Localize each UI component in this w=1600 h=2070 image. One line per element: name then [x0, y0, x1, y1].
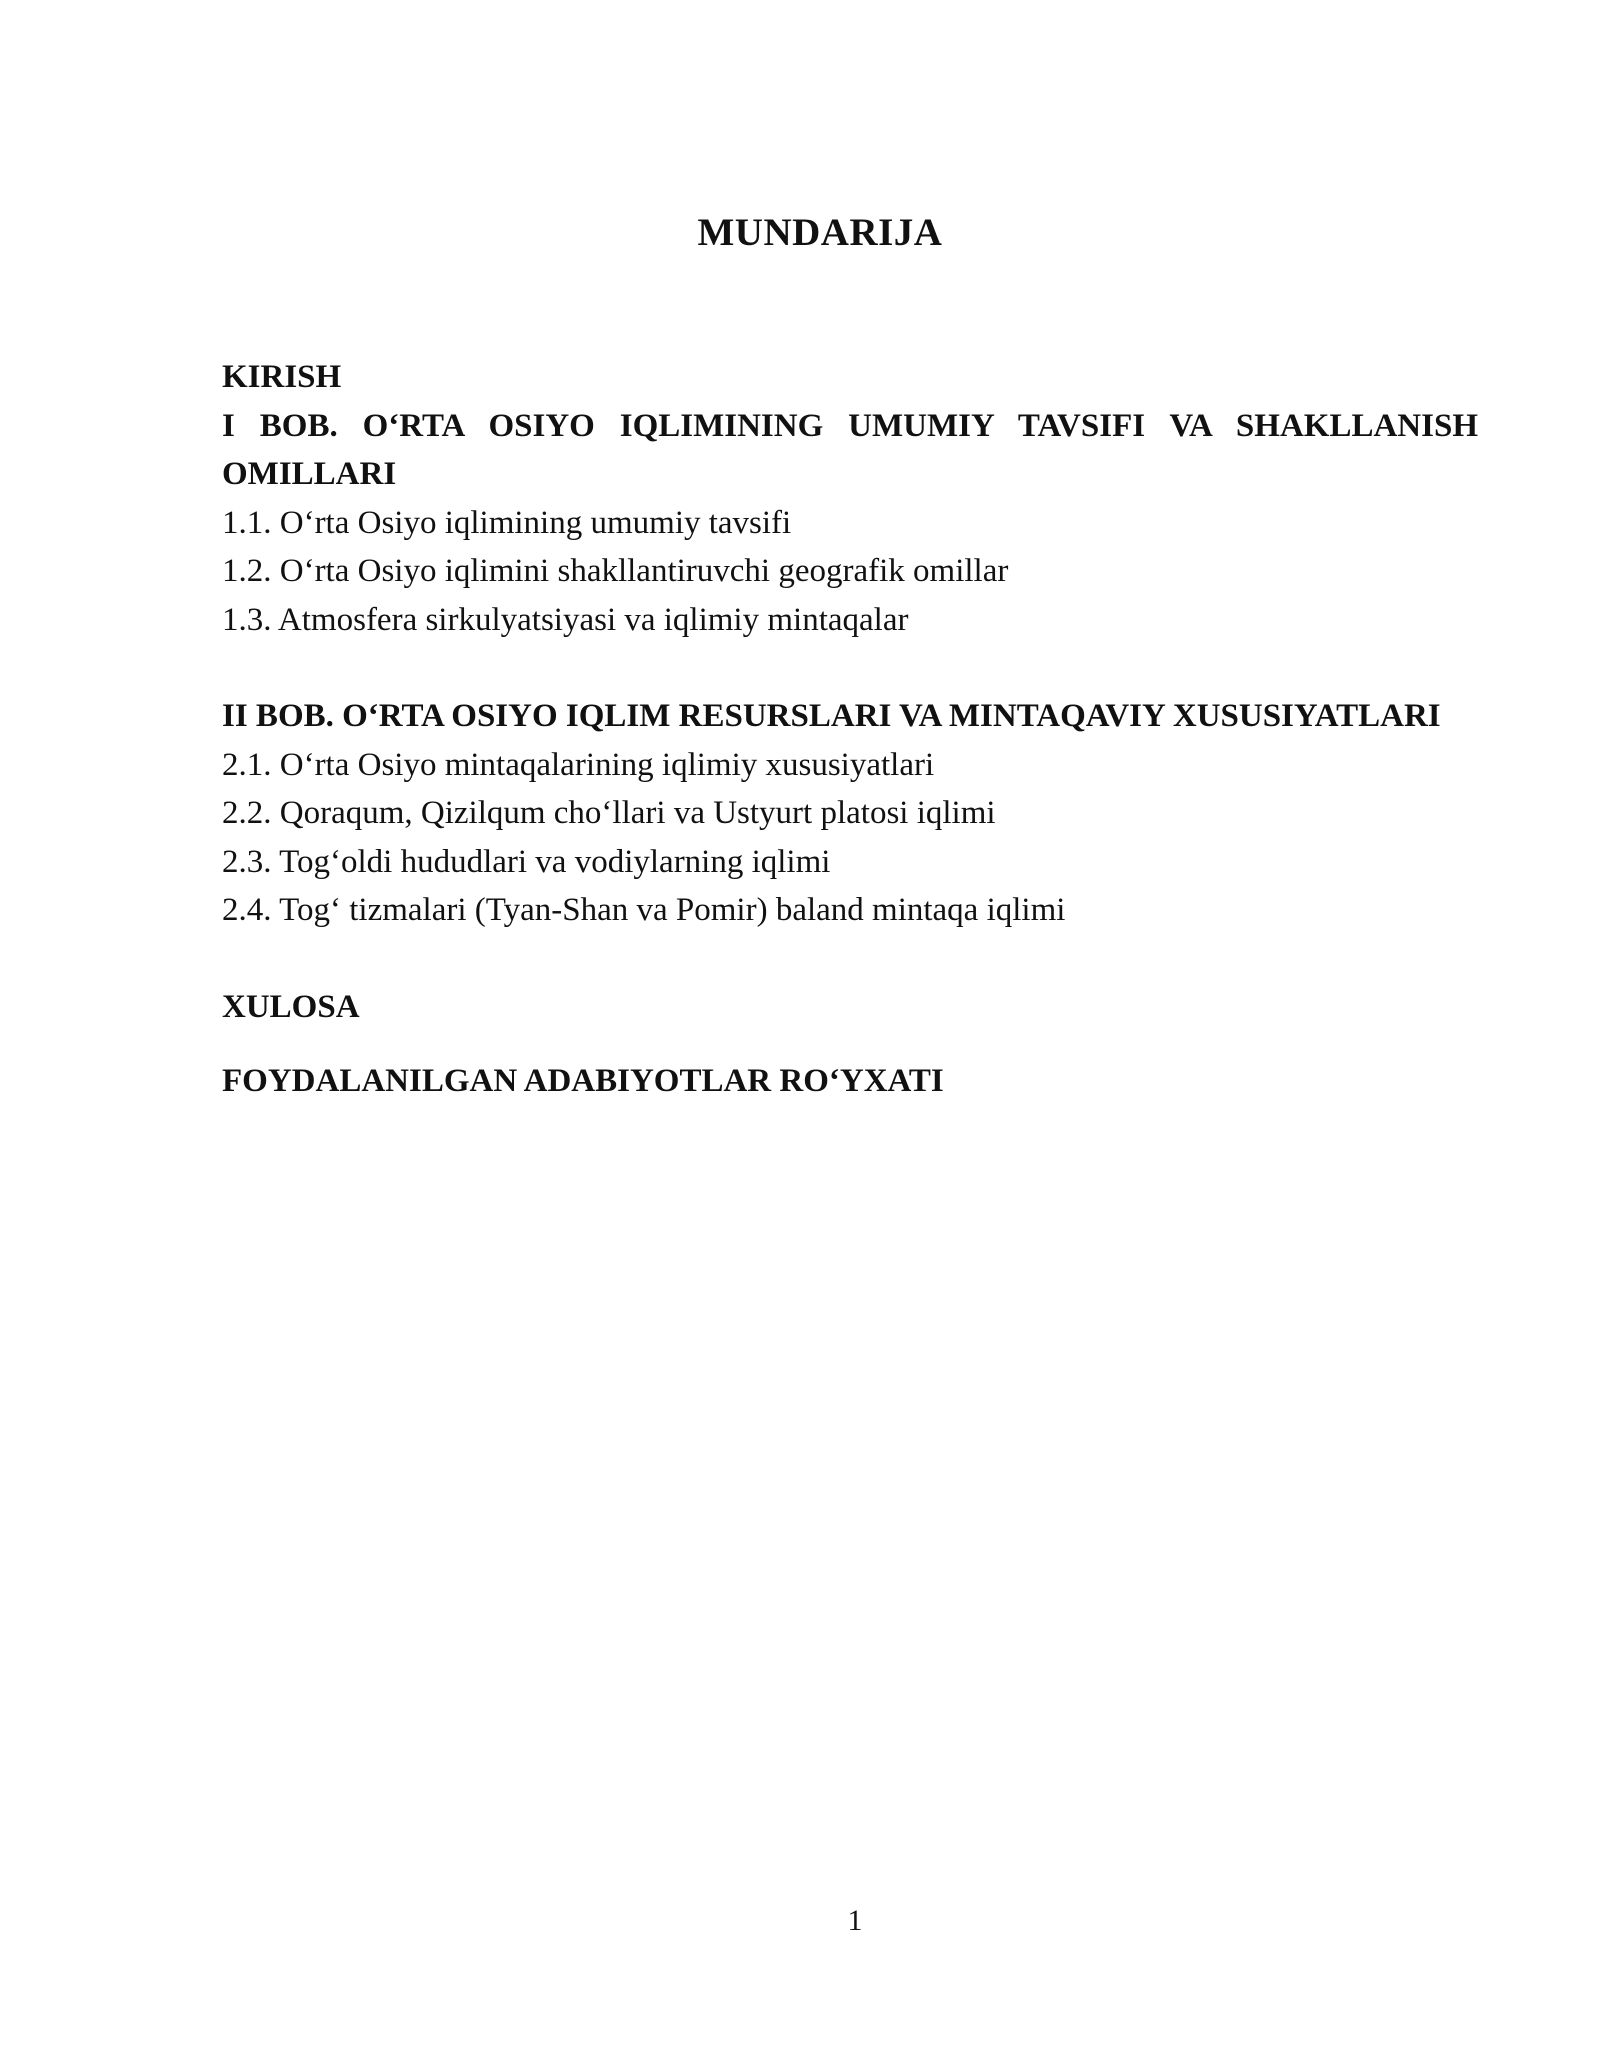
page-number: 1: [847, 1904, 863, 1937]
toc-item-2-2: 2.2. Qoraqum, Qizilqum cho‘llari va Ustyurt platosi iqlimi: [222, 795, 996, 831]
table-of-contents: [222, 353, 1478, 1106]
toc-item-2-1: 2.1. O‘rta Osiyo mintaqalarining iqlimiy xususiyatlari: [222, 746, 935, 783]
toc-introduction: KIRISH: [222, 359, 342, 395]
toc-item-2-3: 2.3. Tog‘oldi hududlari va vodiylarning iqlimi: [222, 843, 831, 880]
toc-conclusion: XULOSA: [222, 988, 360, 1025]
toc-item-1-3: 1.3. Atmosfera sirkulyatsiyasi va iqlimiy mintaqalar: [222, 601, 909, 638]
toc-item-1-1: 1.1. O‘rta Osiyo iqlimining umumiy tavsifi: [222, 504, 792, 541]
toc-item-2-4: 2.4. Tog‘ tizmalari (Tyan-Shan va Pomir) baland mintaqa iqlimi: [222, 892, 1066, 928]
toc-chapter-1-heading: I BOB. O‘RTA OSIYO IQLIMINING UMUMIY TAVSIFI VA SHAKLLANISH OMILLARI: [222, 407, 1478, 492]
toc-chapter-2-heading: II BOB. O‘RTA OSIYO IQLIM RESURSLARI VA MINTAQAVIY XUSUSIYATLARI: [222, 698, 1441, 734]
toc-item-1-2: 1.2. O‘rta Osiyo iqlimini shakllantiruvchi geografik omillar: [222, 553, 1009, 589]
page-title: MUNDARIJA: [697, 211, 943, 254]
toc-references: FOYDALANILGAN ADABIYOTLAR RO‘YXATI: [222, 1063, 944, 1099]
